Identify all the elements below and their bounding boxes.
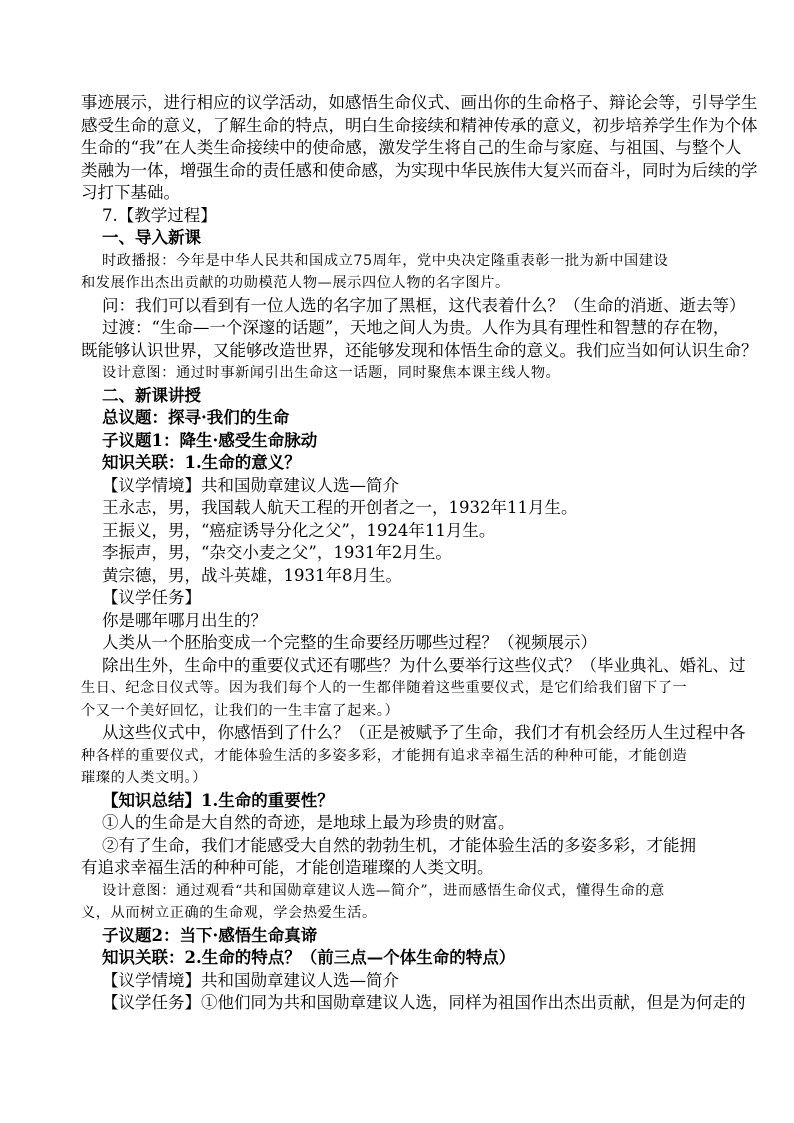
- text-line: 设计意图：通过观看“共和国勋章建议人选—简介”，进而感悟生命仪式，懂得生命的意: [102, 882, 665, 899]
- text-line: 黄宗德，男，战斗英雄，1931年8月生。: [102, 565, 402, 585]
- section-heading: 子议题2：当下·感悟生命真谛: [102, 925, 318, 945]
- text-line: 人类从一个胚胎变成一个完整的生命要经历哪些过程？（视频展示）: [102, 633, 597, 652]
- section-heading: 【知识总结】1.生命的重要性？: [102, 790, 334, 810]
- text-line: 时政播报：今年是中华人民共和国成立75周年，党中央决定隆重表彰一批为新中国建设: [102, 252, 669, 269]
- text-line: 义，从而树立正确的生命观，学会热爱生活。: [81, 905, 377, 921]
- section-heading: 知识关联：2.生命的特点？（前三点—个体生命的特点）: [102, 948, 516, 967]
- text-line: 璀璨的人类文明。）: [81, 770, 207, 786]
- text-line: 王振义，男，“癌症诱导分化之父”，1924年11月生。: [102, 520, 496, 540]
- text-line: 除出生外，生命中的重要仪式还有哪些？为什么要举行这些仪式？（毕业典礼、婚礼、过: [102, 655, 746, 675]
- text-line: 种各样的重要仪式，才能体验生活的多姿多彩，才能拥有追求幸福生活的种种可能，才能创造: [81, 747, 688, 764]
- text-line: 【议学情境】共和国勋章建议人选—简介: [102, 970, 399, 990]
- text-line: 事迹展示，进行相应的议学活动，如感悟生命仪式、画出你的生命格子、辩论会等，引导学生: [81, 93, 758, 112]
- text-line: 过渡：“生命—一个深邃的话题”，天地之间人为贵。人作为具有理性和智慧的存在物，: [102, 318, 730, 337]
- text-line: 7.【教学过程】: [102, 205, 217, 225]
- text-line: 问：我们可以看到有一位人选的名字加了黑框，这代表着什么？（生命的消逝、逝去等）: [102, 295, 746, 315]
- text-line: 有追求幸福生活的种种可能，才能创造璀璨的人类文明。: [81, 858, 494, 877]
- section-heading: 总议题：探寻·我们的生命: [102, 408, 290, 427]
- text-line: 生命的“我”在人类生命接续中的使命感，激发学生将自己的生命与家庭、与祖国、与整个人: [81, 138, 742, 157]
- section-heading: 知识关联：1.生命的意义？: [102, 453, 301, 472]
- section-heading: 一、导入新课: [102, 228, 201, 247]
- text-line: 【议学任务】: [102, 588, 201, 607]
- text-line: 既能够认识世界，又能够改造世界，还能够发现和体悟生命的意义。我们应当如何认识生命？: [81, 340, 758, 360]
- document-page: [81, 92, 758, 1015]
- text-line: 李振声，男，“杂交小麦之父”，1931年2月生。: [102, 543, 452, 562]
- text-line: 【议学情境】共和国勋章建议人选—简介: [102, 475, 399, 495]
- text-line: 王永志，男，我国载人航天工程的开创者之一，1932年11月生。: [102, 498, 578, 517]
- text-line: 感受生命的意义，了解生命的特点，明白生命接续和精神传承的意义，初步培养学生作为个体: [81, 115, 758, 135]
- text-line: 从这些仪式中，你感悟到了什么？（正是被赋予了生命，我们才有机会经历人生过程中各: [102, 723, 746, 742]
- section-heading: 子议题1：降生·感受生命脉动: [102, 430, 318, 450]
- text-line: ①人的生命是大自然的奇迹，是地球上最为珍贵的财富。: [102, 813, 515, 832]
- text-line: 【议学任务】①他们同为共和国勋章建议人选，同样为祖国作出杰出贡献，但是为何走的: [102, 993, 746, 1012]
- text-line: 和发展作出杰出贡献的功勋模范人物—展示四位人物的名字图片。: [81, 275, 510, 291]
- text-line: 个又一个美好回忆，让我们的一生丰富了起来。）: [81, 702, 400, 719]
- text-line: 你是哪年哪月出生的？: [102, 610, 267, 630]
- text-line: 生日、纪念日仪式等。因为我们每个人的一生都伴随着这些重要仪式，是它们给我们留下了一: [81, 680, 688, 696]
- text-line: 设计意图：通过时事新闻引出生命这一话题，同时聚焦本课主线人物。: [102, 365, 561, 381]
- text-line: 习打下基础。: [81, 183, 180, 202]
- text-line: 类融为一体，增强生命的责任感和使命感，为实现中华民族伟大复兴而奋斗，同时为后续的学: [81, 160, 758, 180]
- text-line: ②有了生命，我们才能感受大自然的勃勃生机，才能体验生活的多姿多彩，才能拥: [102, 835, 696, 855]
- section-heading: 二、新课讲授: [102, 385, 201, 405]
